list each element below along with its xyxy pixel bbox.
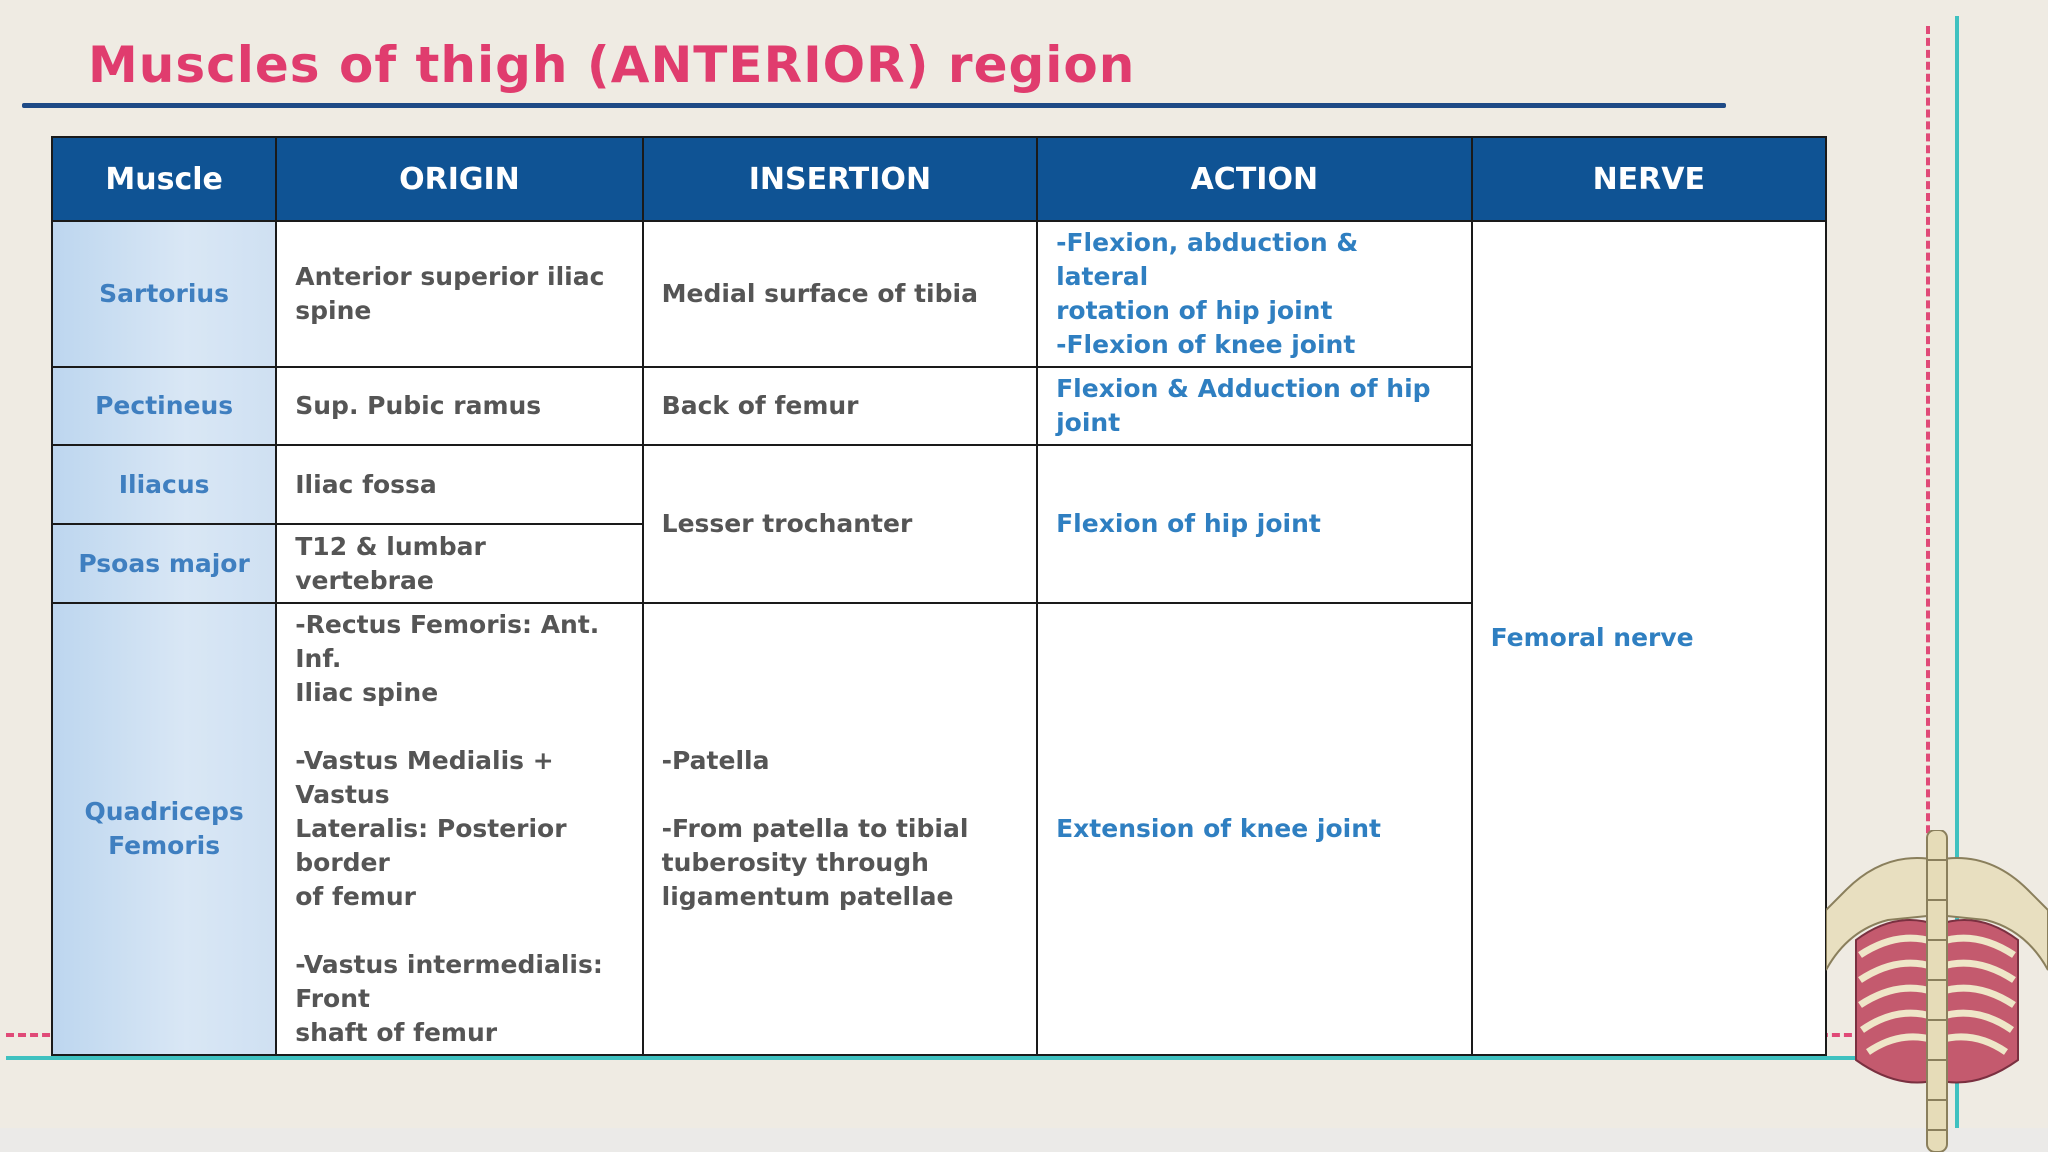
insertion-line: -From patella to tibial [661,814,969,843]
origin-cell: Sup. Pubic ramus [276,367,642,445]
line-gap [295,914,623,948]
line-gap [295,710,623,744]
muscle-quadriceps-femoris [52,603,276,1055]
origin-cell: Iliac fossa [276,445,642,524]
insertion-line: tuberosity through [661,848,929,877]
action-line: -Flexion, abduction & lateral [1056,228,1359,291]
line-gap [662,778,1018,812]
origin-line: -Vastus intermedialis: Front [295,950,603,1013]
action-cell: Flexion of hip joint [1037,445,1471,603]
origin-line: Lateralis: Posterior border [295,814,567,877]
bottom-strip [0,1128,2048,1152]
muscle-psoas-major: Psoas major [52,524,276,603]
origin-cell: Anterior superior iliac spine [276,221,642,367]
muscle-line: Quadriceps [84,797,244,826]
table-header-row [52,137,1826,221]
insertion-line: -Patella [661,746,770,775]
action-line: rotation of hip joint [1056,296,1333,325]
origin-cell [276,603,642,1055]
rib-cage-icon [1826,830,2048,1152]
header-origin: ORIGIN [276,137,642,221]
muscle-sartorius: Sartorius [52,221,276,367]
action-line: -Flexion of knee joint [1056,330,1356,359]
muscle-iliacus: Iliacus [52,445,276,524]
origin-line: Iliac spine [295,678,439,707]
insertion-cell: Medial surface of tibia [643,221,1037,367]
slide-title: Muscles of thigh (ANTERIOR) region [88,36,1136,94]
header-action: ACTION [1037,137,1471,221]
action-cell: Extension of knee joint [1037,603,1471,1055]
rib-cage-illustration [1826,830,2048,1152]
action-cell [1037,221,1471,367]
muscle-line: Femoris [108,831,221,860]
origin-line: -Rectus Femoris: Ant. Inf. [295,610,600,673]
header-muscle: Muscle [52,137,276,221]
muscles-table [51,136,1827,1056]
insertion-cell: Lesser trochanter [643,445,1037,603]
origin-cell: T12 & lumbar vertebrae [276,524,642,603]
header-insertion: INSERTION [643,137,1037,221]
nerve-cell: Femoral nerve [1472,221,1826,1055]
table-row [52,221,1826,367]
title-underline [22,103,1726,108]
muscle-pectineus: Pectineus [52,367,276,445]
insertion-line: ligamentum patellae [661,882,954,911]
insertion-cell: Back of femur [643,367,1037,445]
origin-line: -Vastus Medialis + Vastus [295,746,554,809]
action-cell: Flexion & Adduction of hip joint [1037,367,1471,445]
origin-line: shaft of femur [295,1018,498,1047]
origin-line: of femur [295,882,417,911]
insertion-cell [643,603,1037,1055]
header-nerve: NERVE [1472,137,1826,221]
frame-teal-horizontal [6,1056,1906,1060]
